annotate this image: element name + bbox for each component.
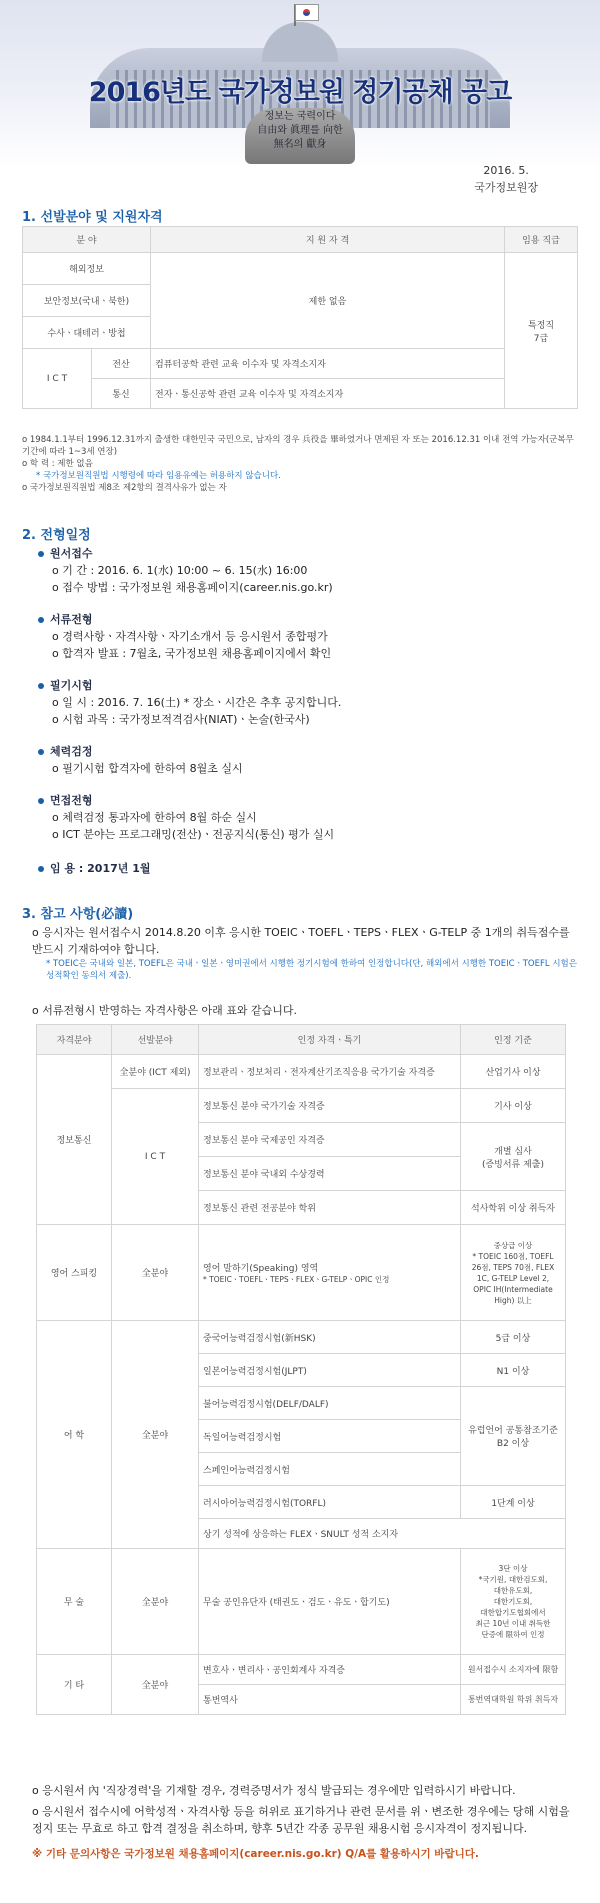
domain-it: 정보통신	[37, 1055, 112, 1225]
selection-all-except-ict: 全분야 (ICT 제외)	[112, 1055, 199, 1089]
rank-line-2: 7급	[533, 333, 549, 344]
rank-line-1: 특정직	[527, 320, 555, 331]
criteria-martial: 3단 이상 *국기원, 대한검도회, 대한유도회, 대한기도회, 대한합기도협회에서 최근 10년 이내 취득한 단증에 限하여 인정	[461, 1549, 566, 1655]
cert-etc-1: 변호사ㆍ변리사ㆍ공인회계사 자격증	[199, 1655, 461, 1685]
domain-etc: 기 타	[37, 1655, 112, 1715]
stage-line: o 접수 방법 : 국가정보원 채용홈페이지(career.nis.go.kr)	[52, 581, 333, 594]
criteria-european-line2: B2 이상	[496, 1439, 530, 1449]
score-requirement-text: o 응시자는 원서접수시 2014.8.20 이후 응시한 TOEICㆍTOEFLㆍTEPSㆍFLEXㆍG-TELP 중 1개의 취득점수를 반드시 기재하여야 합니다.	[32, 926, 570, 956]
stage-title: 서류전형	[50, 613, 93, 626]
ict-qual-telecom: 전자ㆍ통신공학 관련 교육 이수자 및 자격소지자	[151, 379, 505, 409]
ict-sub-computing: 전산	[92, 349, 151, 379]
selection-ict: I C T	[112, 1089, 199, 1225]
criteria-it-34-line1: 개별 심사	[494, 1146, 532, 1157]
issuer-name: 국가정보원장	[474, 181, 538, 194]
header-banner	[0, 0, 600, 168]
section1-title: 1. 선발분야 및 지원자격	[22, 210, 163, 225]
motto-line-1: 정보는 국력이다	[264, 111, 336, 122]
cert-lang-7: 상기 성적에 상응하는 FLEXㆍSNULT 성적 소지자	[199, 1519, 566, 1549]
criteria-it-5: 석사학위 이상 취득자	[461, 1191, 566, 1225]
stage-line: o 체력검정 통과자에 한하여 8월 하순 실시	[52, 811, 257, 824]
cert-etc-2: 통번역사	[199, 1685, 461, 1715]
stage-interview	[38, 792, 334, 843]
cert-lang-5: 스페인어능력검정시험	[199, 1453, 461, 1486]
rank-cell	[505, 253, 578, 409]
criteria-lang-1: 5급 이상	[461, 1321, 566, 1354]
qualification-no-limit: 제한 없음	[151, 253, 505, 349]
col-header-domain: 자격분야	[37, 1025, 112, 1055]
criteria-european-line1: 유럽언어 공통참조기준	[468, 1426, 558, 1436]
bullet-icon	[38, 866, 44, 872]
criteria-etc-2: 통번역대학원 학위 취득자	[461, 1685, 566, 1715]
selection-speaking: 全분야	[112, 1225, 199, 1321]
korean-flag-icon	[295, 4, 319, 21]
col-header-field: 분 야	[23, 227, 151, 253]
criteria-it-34-line2: (증빙서류 제출)	[481, 1159, 545, 1170]
qualification-table	[36, 1024, 566, 1715]
banner-motto	[0, 110, 600, 152]
score-requirement-note: * TOEIC은 국내와 일본, TOEFL은 국내ㆍ일본ㆍ영미권에서 시행한 정기시험에 한하여 인정합니다(단, 해외에서 시행한 TOEICㆍTOEFL 시험은 성적확인 동의서 제출).	[46, 959, 577, 981]
bullet-icon	[38, 798, 44, 804]
col-header-qualification: 지 원 자 격	[151, 227, 505, 253]
stage-physical	[38, 743, 243, 777]
col-header-rank: 임용 직급	[505, 227, 578, 253]
date-issuer	[474, 162, 538, 196]
criteria-it-1: 산업기사 이상	[461, 1055, 566, 1089]
cert-it-1: 정보관리ㆍ정보처리ㆍ전자계산기조직응용 국가기술 자격증	[199, 1055, 461, 1089]
col-header-criteria: 인정 기준	[461, 1025, 566, 1055]
cert-lang-4: 독일어능력검정시험	[199, 1420, 461, 1453]
eligibility-table	[22, 226, 578, 409]
domain-speaking: 영어 스피킹	[37, 1225, 112, 1321]
stage-title: 면접전형	[50, 794, 93, 807]
domain-language: 어 학	[37, 1321, 112, 1549]
stage-line: o 필기시험 합격자에 한하여 8월초 실시	[52, 762, 243, 775]
cert-lang-1: 중국어능력검정시험(新HSK)	[199, 1321, 461, 1354]
criteria-lang-european	[461, 1387, 566, 1486]
note-disqualification: o 국가정보원직원법 제8조 제2항의 결격사유가 없는 자	[22, 483, 227, 493]
selection-etc: 全분야	[112, 1655, 199, 1715]
cert-speaking-line1: 영어 말하기(Speaking) 영역	[203, 1263, 319, 1274]
stage-line: o 기 간 : 2016. 6. 1(水) 10:00 ~ 6. 15(水) 16:00	[52, 564, 308, 577]
col-header-certification: 인정 자격ㆍ특기	[199, 1025, 461, 1055]
section2-title: 2. 전형일정	[22, 528, 91, 543]
criteria-lang-2: N1 이상	[461, 1354, 566, 1387]
stage-application	[38, 545, 333, 596]
cert-speaking-line2: * TOEICㆍTOEFLㆍTEPSㆍFLEXㆍG-TELPㆍOPIC 인정	[203, 1274, 390, 1284]
field-investigation: 수사ㆍ대테러ㆍ방첩	[23, 317, 151, 349]
note-work-experience: o 응시원서 內 '직장경력'을 기재할 경우, 경력증명서가 정식 발급되는 경우에만 입력하시기 바랍니다.	[32, 1784, 516, 1797]
stage-line: o 일 시 : 2016. 7. 16(土) * 장소ㆍ시간은 추후 공지합니다.	[52, 696, 342, 709]
criteria-lang-6: 1단계 이상	[461, 1486, 566, 1519]
qualification-intro: o 서류전형시 반영하는 자격사항은 아래 표와 같습니다.	[32, 1004, 297, 1017]
note-falsification: o 응시원서 접수시에 어학성적ㆍ자격사항 등을 허위로 표기하거나 관련 문서를 위ㆍ변조한 경우에는 당해 시험을 정지 또는 무효로 하고 합격 결정을 취소하며, 향후 5년간 각종 공무원 채용시험 응시자격이 정지됩니다.	[32, 1805, 570, 1835]
criteria-speaking: 중상급 이상 * TOEIC 160점, TOEFL 26점, TEPS 70점, FLEX 1C, G-TELP Level 2, OPIC IH(Intermediate High) 以上	[461, 1225, 566, 1321]
stage-written	[38, 677, 341, 728]
cert-it-5: 정보통신 관련 전공분야 학위	[199, 1191, 461, 1225]
ict-qual-computing: 컴퓨터공학 관련 교육 이수자 및 자격소지자	[151, 349, 505, 379]
criteria-etc-1: 원서접수시 소지자에 限함	[461, 1655, 566, 1685]
cert-lang-3: 불어능력검정시험(DELF/DALF)	[199, 1387, 461, 1420]
note-education: o 학 력 : 제한 없음	[22, 459, 93, 469]
selection-language: 全분야	[112, 1321, 199, 1549]
section1-notes	[22, 434, 580, 494]
field-security: 보안정보(국내ㆍ북한)	[23, 285, 151, 317]
selection-martial: 全분야	[112, 1549, 199, 1655]
note-inquiry: ※ 기타 문의사항은 국가정보원 채용홈페이지(career.nis.go.kr) Q/A를 활용하시기 바랍니다.	[32, 1848, 479, 1860]
cert-lang-2: 일본어능력검정시험(JLPT)	[199, 1354, 461, 1387]
stage-title: 체력검정	[50, 745, 93, 758]
section3-title: 3. 참고 사항(必讀)	[22, 907, 134, 922]
note-birth-military: o 1984.1.1부터 1996.12.31까지 출생한 대한민국 국민으로, 남자의 경우 兵役을 畢하였거나 면제된 자 또는 2016.12.31 이내 전역 가능자(군복무기간에 따라 1~3세 연장)	[22, 435, 574, 457]
bullet-icon	[38, 749, 44, 755]
stage-line: o 경력사항ㆍ자격사항ㆍ자기소개서 등 응시원서 종합평가	[52, 630, 328, 643]
cert-speaking	[199, 1225, 461, 1321]
stage-document	[38, 611, 331, 662]
criteria-it-2: 기사 이상	[461, 1089, 566, 1123]
appointment-text: 임 용 : 2017년 1월	[50, 862, 151, 875]
cert-lang-6: 러시아어능력검정시험(TORFL)	[199, 1486, 461, 1519]
note-score-requirement	[22, 924, 582, 982]
stage-appointment	[38, 860, 151, 877]
domain-martial: 무 술	[37, 1549, 112, 1655]
note-deferral: * 국가정보원직원법 시행령에 따라 임용유예는 허용하지 않습니다.	[36, 471, 281, 481]
ict-sub-telecom: 통신	[92, 379, 151, 409]
motto-line-3: 無名의 獻身	[273, 139, 327, 150]
stage-title: 필기시험	[50, 679, 93, 692]
building-dome	[262, 22, 338, 62]
field-ict: I C T	[23, 349, 92, 409]
cert-martial: 무술 공인유단자 (태권도ㆍ검도ㆍ유도ㆍ합기도)	[199, 1549, 461, 1655]
bullet-icon	[38, 683, 44, 689]
cert-it-2: 정보통신 분야 국가기술 자격증	[199, 1089, 461, 1123]
motto-line-2: 自由와 眞理를 向한	[257, 125, 343, 136]
field-overseas: 해외정보	[23, 253, 151, 285]
criteria-it-34	[461, 1123, 566, 1191]
stage-title: 원서접수	[50, 547, 93, 560]
banner-title: 2016년도 국가정보원 정기공채 공고	[88, 77, 512, 108]
stage-line: o ICT 분야는 프로그래밍(전산)ㆍ전공지식(통신) 평가 실시	[52, 828, 335, 841]
stage-line: o 시험 과목 : 국가정보적격검사(NIAT)ㆍ논술(한국사)	[52, 713, 310, 726]
cert-it-3: 정보통신 분야 국제공인 자격증	[199, 1123, 461, 1157]
stage-line: o 합격자 발표 : 7월초, 국가정보원 채용홈페이지에서 확인	[52, 647, 332, 660]
cert-it-4: 정보통신 분야 국내외 수상경력	[199, 1157, 461, 1191]
announcement-date: 2016. 5.	[483, 164, 529, 177]
col-header-selection: 선발분야	[112, 1025, 199, 1055]
bullet-icon	[38, 617, 44, 623]
bullet-icon	[38, 551, 44, 557]
